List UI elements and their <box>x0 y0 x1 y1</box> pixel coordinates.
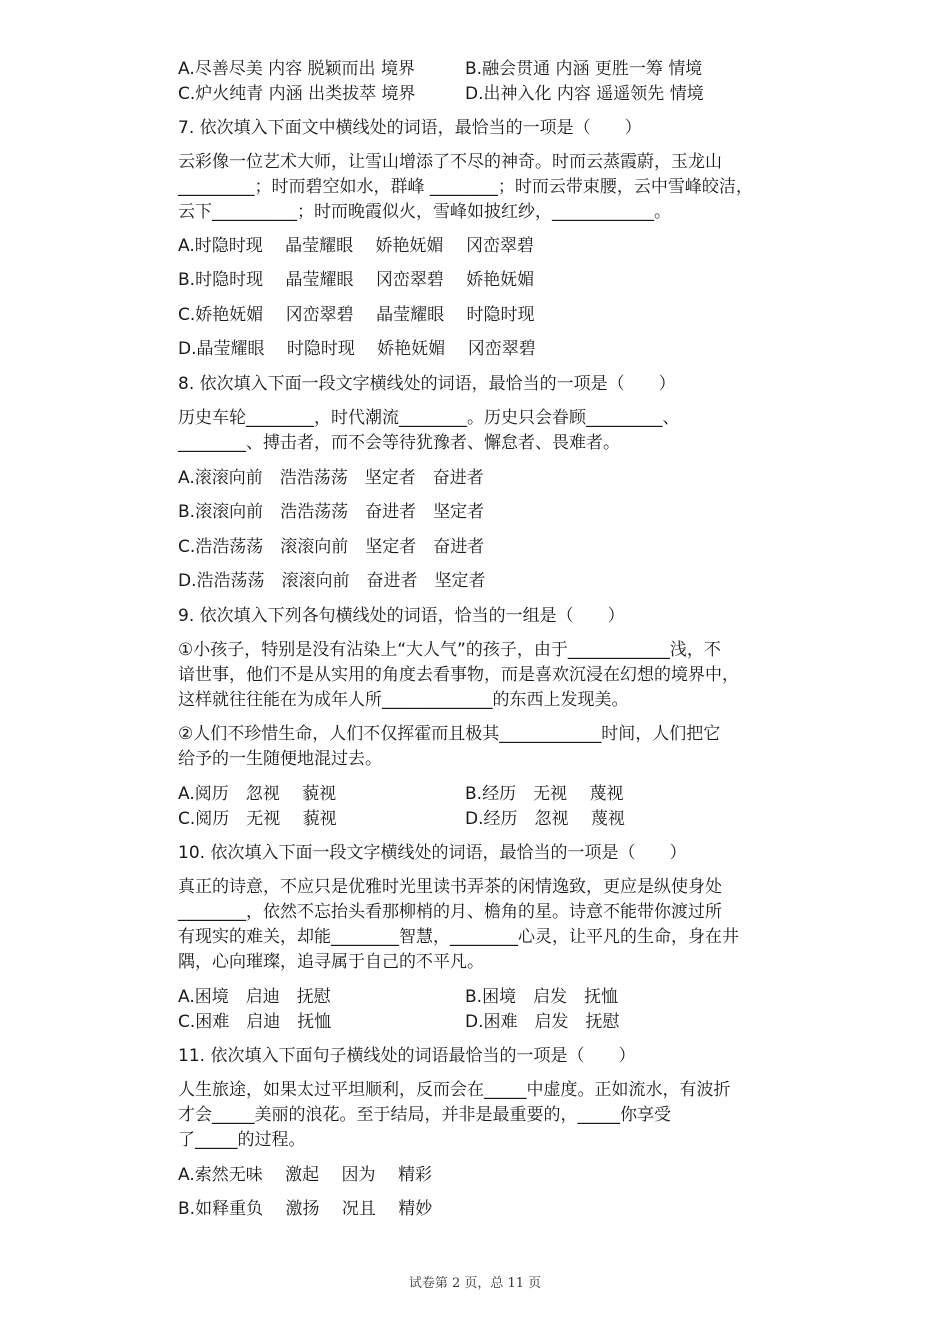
q9-option-d: D.经历 忽视 蔑视 <box>465 809 625 829</box>
q10-option-a: A.困境 启迪 抚慰 <box>178 987 331 1007</box>
q8-stem: 8. 依次填入下面一段文字横线处的词语，最恰当的一项是（ ） <box>178 374 676 394</box>
q6-option-d: D.出神入化 内容 遥遥领先 情境 <box>465 84 704 104</box>
q6-option-a: A.尽善尽美 内容 脱颖而出 境界 <box>178 59 415 79</box>
q10-option-b: B.困境 启发 抚恤 <box>465 987 619 1007</box>
q10-option-d: D.困难 启发 抚慰 <box>465 1012 620 1032</box>
q7-option-d: D.晶莹耀眼 时隐时现 娇艳妩媚 冈峦翠碧 <box>178 339 536 359</box>
q9-passage-line: ①小孩子，特别是没有沾染上“大人气”的孩子，由于____________浅，不 <box>178 640 721 660</box>
q8-option-a: A.滚滚向前 浩浩荡荡 坚定者 奋进者 <box>178 468 484 488</box>
q10-option-c: C.困难 启迪 抚恤 <box>178 1012 332 1032</box>
q7-option-c: C.娇艳妩媚 冈峦翠碧 晶莹耀眼 时隐时现 <box>178 305 535 325</box>
q10-passage-line: 有现实的难关，却能________智慧，________心灵，让平凡的生命，身在井 <box>178 927 739 947</box>
q7-stem: 7. 依次填入下面文中横线处的词语，最恰当的一项是（ ） <box>178 118 642 138</box>
q9-passage-line: 给予的一生随便地混过去。 <box>178 749 382 769</box>
q8-option-c: C.浩浩荡荡 滚滚向前 坚定者 奋进者 <box>178 537 485 557</box>
q11-passage-line: 了_____的过程。 <box>178 1130 306 1150</box>
q9-option-c: C.阅历 无视 藐视 <box>178 809 337 829</box>
q8-option-b: B.滚滚向前 浩浩荡荡 奋进者 坚定者 <box>178 502 485 522</box>
q11-passage-line: 人生旅途，如果太过平坦顺利，反而会在_____中虚度。正如流水，有波折 <box>178 1080 731 1100</box>
q6-option-b: B.融会贯通 内涵 更胜一筹 情境 <box>465 59 703 79</box>
q11-stem: 11. 依次填入下面句子横线处的词语最恰当的一项是（ ） <box>178 1046 636 1066</box>
q10-passage-line: 真正的诗意，不应只是优雅时光里读书弄茶的闲情逸致，更应是纵使身处 <box>178 877 722 897</box>
q9-passage-line: ②人们不珍惜生命，人们不仅挥霍而且极其____________时间，人们把它 <box>178 724 721 744</box>
q11-option-b: B.如释重负 激扬 况且 精妙 <box>178 1199 433 1219</box>
q8-passage-line: 历史车轮________，时代潮流________。历史只会眷顾_________、 <box>178 408 680 428</box>
q9-option-b: B.经历 无视 蔑视 <box>465 784 624 804</box>
q11-option-a: A.索然无味 激起 因为 精彩 <box>178 1165 432 1185</box>
q7-passage-line: 云下__________；时而晚霞似火，雪峰如披红纱，____________。 <box>178 202 671 222</box>
q8-passage-line: ________、搏击者，而不会等待犹豫者、懈怠者、畏难者。 <box>178 433 620 453</box>
q9-passage-line: 谙世事，他们不是从实用的角度去看事物，而是喜欢沉浸在幻想的境界中， <box>178 665 739 685</box>
q10-passage-line: ________，依然不忘抬头看那柳梢的月、檐角的星。诗意不能带你渡过所 <box>178 902 722 922</box>
q11-passage-line: 才会_____美丽的浪花。至于结局，并非是最重要的，_____你享受 <box>178 1105 671 1125</box>
page-footer: 试卷第 2 页，总 11 页 <box>408 1276 542 1291</box>
q7-option-a: A.时隐时现 晶莹耀眼 娇艳妩媚 冈峦翠碧 <box>178 236 534 256</box>
q7-passage-line: _________；时而碧空如水，群峰 ________；时而云带束腰，云中雪峰皎洁， <box>178 177 753 197</box>
q9-stem: 9. 依次填入下列各句横线处的词语，恰当的一组是（ ） <box>178 606 625 626</box>
q10-stem: 10. 依次填入下面一段文字横线处的词语，最恰当的一项是（ ） <box>178 843 687 863</box>
q9-passage-line: 这样就往往能在为成年人所_____________的东西上发现美。 <box>178 690 629 710</box>
q10-passage-line: 隅，心向璀璨，追寻属于自己的不平凡。 <box>178 952 484 972</box>
q9-option-a: A.阅历 忽视 藐视 <box>178 784 337 804</box>
q6-option-c: C.炉火纯青 内涵 出类拔萃 境界 <box>178 84 416 104</box>
q7-option-b: B.时隐时现 晶莹耀眼 冈峦翠碧 娇艳妩媚 <box>178 270 535 290</box>
q7-passage-line: 云彩像一位艺术大师，让雪山增添了不尽的神奇。时而云蒸霞蔚，玉龙山 <box>178 152 722 172</box>
q8-option-d: D.浩浩荡荡 滚滚向前 奋进者 坚定者 <box>178 571 486 591</box>
